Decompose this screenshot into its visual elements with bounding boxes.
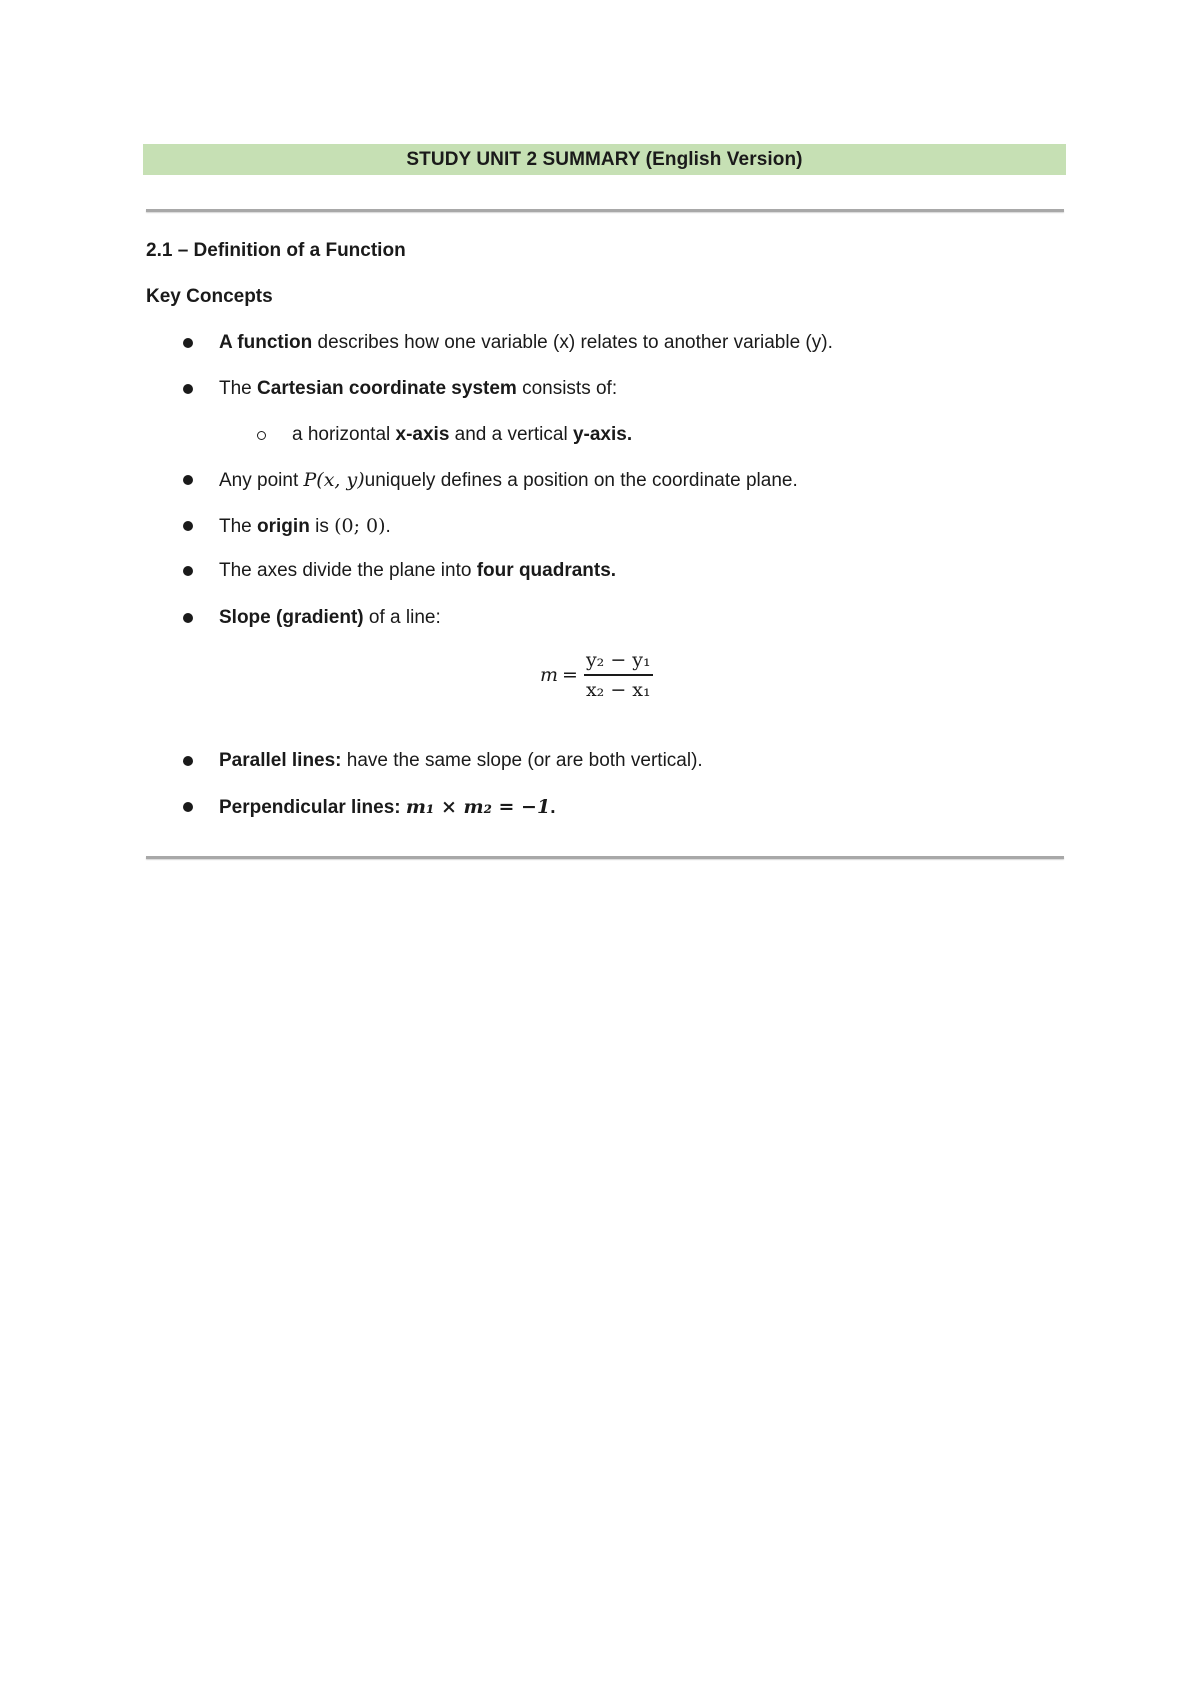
bullet-bold: origin bbox=[257, 516, 310, 537]
bullet-pre: The axes divide the plane into bbox=[219, 560, 477, 581]
bullet-any-point bbox=[219, 468, 798, 493]
section-heading: 2.1 – Definition of a Function bbox=[146, 240, 406, 261]
bullet-pre: The bbox=[219, 378, 258, 399]
perpendicular-equation: m₁ × m₂ = −1 bbox=[405, 796, 551, 818]
bullet-text: of a line: bbox=[363, 607, 441, 628]
sub-pre: a horizontal bbox=[292, 424, 396, 445]
bullet-text: . bbox=[550, 797, 556, 818]
formula-denominator: x₂ − x₁ bbox=[585, 678, 651, 701]
bullet-cartesian-system bbox=[219, 377, 617, 401]
document-title: STUDY UNIT 2 SUMMARY (English Version) bbox=[406, 148, 803, 170]
key-concepts-heading: Key Concepts bbox=[146, 286, 273, 307]
bullet-marker bbox=[183, 338, 193, 348]
bullet-mid: is bbox=[309, 516, 335, 537]
point-notation: P(x, y) bbox=[303, 469, 365, 491]
top-divider bbox=[146, 209, 1064, 212]
bullet-marker bbox=[183, 613, 193, 623]
title-banner bbox=[143, 144, 1066, 175]
bottom-divider bbox=[146, 856, 1064, 859]
bullet-pre: Any point bbox=[219, 470, 304, 491]
bullet-bold: Slope (gradient) bbox=[219, 607, 364, 628]
bullet-pre: The bbox=[219, 516, 258, 537]
sub-bullet-axes bbox=[292, 423, 632, 447]
bullet-text: have the same slope (or are both vertical). bbox=[341, 750, 703, 771]
bullet-text: describes how one variable (x) relates to another variable (y). bbox=[312, 332, 833, 353]
bullet-quadrants bbox=[219, 559, 616, 583]
slope-formula bbox=[540, 645, 653, 705]
bullet-bold: Cartesian coordinate system bbox=[257, 378, 517, 399]
bullet-perpendicular-lines bbox=[219, 795, 555, 820]
fraction-bar bbox=[584, 674, 653, 676]
formula-numerator: y₂ − y₁ bbox=[585, 649, 651, 672]
sub-bullet-marker bbox=[257, 431, 266, 440]
bullet-marker bbox=[183, 521, 193, 531]
bullet-marker bbox=[183, 384, 193, 394]
bullet-text: consists of: bbox=[516, 378, 618, 399]
bullet-marker bbox=[183, 475, 193, 485]
bullet-marker bbox=[183, 756, 193, 766]
bullet-origin bbox=[219, 514, 391, 539]
bullet-text: . bbox=[385, 516, 391, 537]
sub-bold-y-axis: y-axis. bbox=[572, 424, 633, 445]
formula-lhs: m bbox=[540, 664, 559, 686]
bullet-bold: A function bbox=[219, 332, 313, 353]
bullet-parallel-lines bbox=[219, 749, 703, 773]
bullet-slope bbox=[219, 606, 441, 630]
sub-bold-x-axis: x-axis bbox=[395, 424, 450, 445]
formula-fraction bbox=[584, 649, 653, 701]
formula-equals: = bbox=[562, 664, 578, 686]
bullet-marker bbox=[183, 566, 193, 576]
bullet-bold: four quadrants. bbox=[476, 560, 617, 581]
origin-notation: (0; 0) bbox=[334, 515, 386, 537]
bullet-bold: Parallel lines: bbox=[219, 750, 342, 771]
bullet-marker bbox=[183, 802, 193, 812]
bullet-function-definition bbox=[219, 331, 833, 355]
bullet-bold: Perpendicular lines: bbox=[219, 797, 401, 818]
bullet-text: uniquely defines a position on the coordinate plane. bbox=[364, 470, 798, 491]
sub-mid: and a vertical bbox=[449, 424, 573, 445]
